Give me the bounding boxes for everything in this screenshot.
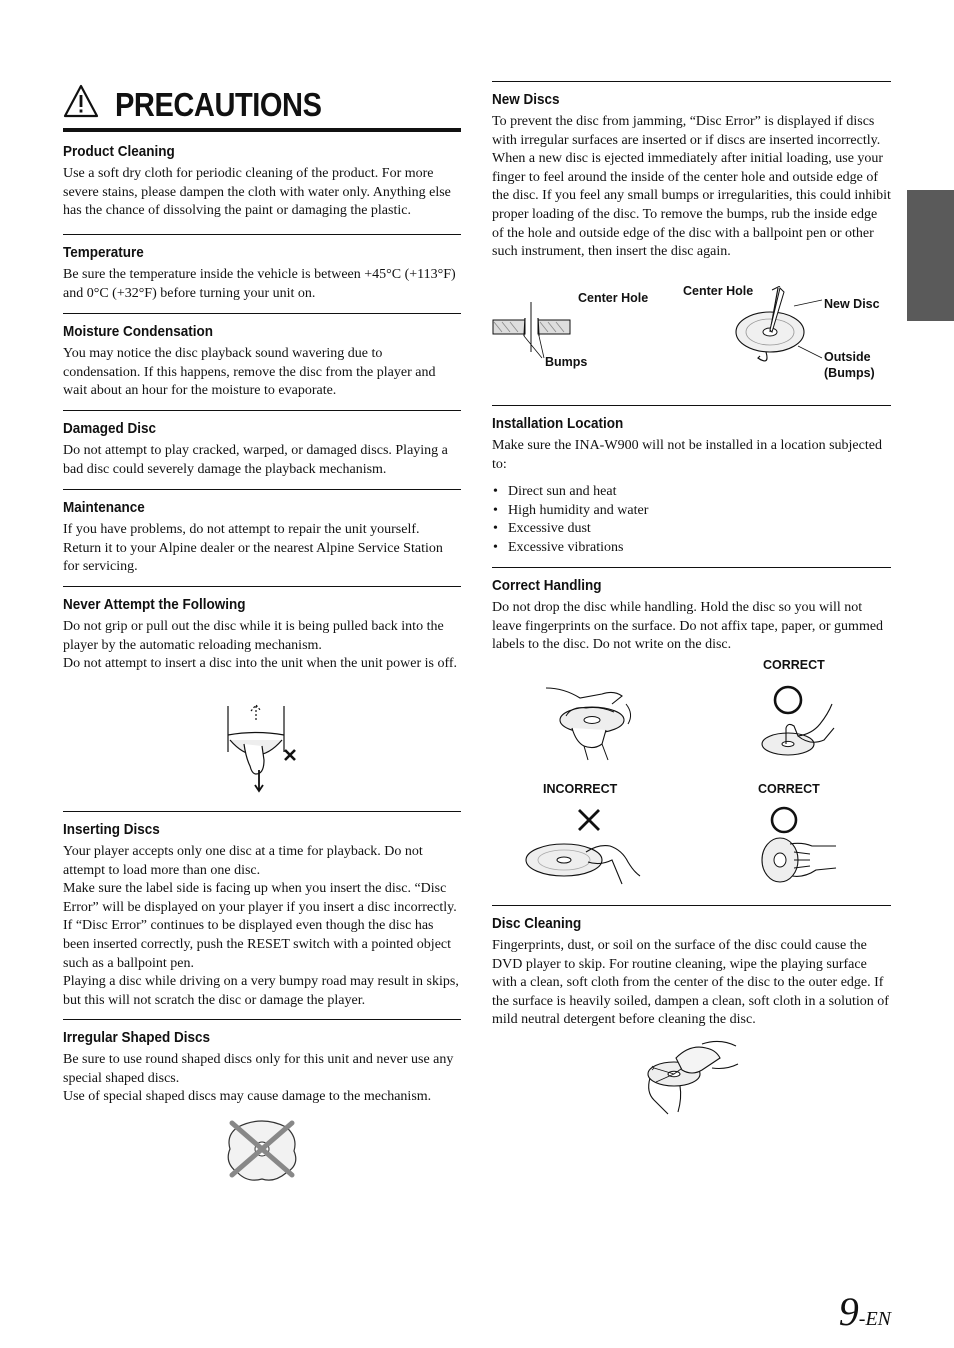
section-heading: New Discs (492, 91, 560, 108)
section-heading: Disc Cleaning (492, 915, 582, 932)
correct-hold-2-illustration (756, 806, 840, 886)
page-number (839, 1288, 891, 1335)
section-body: Do not grip or pull out the disc while it is being pulled back into the player by the automatic reloading mechanism. (63, 619, 444, 653)
new-disc-pen-illustration (732, 286, 824, 374)
label-center-hole: Center Hole (578, 291, 649, 305)
page-number-suffix: -EN (858, 1308, 891, 1330)
section-disc-cleaning (492, 905, 891, 1030)
correct-hold-1-illustration (758, 684, 836, 764)
section-body: You may notice the disc playback sound wavering due to condensation. If this happens, remove the disc from the player and wait about an hour for the moisture to evaporate. (63, 346, 436, 399)
label-bumps: Bumps (545, 355, 588, 369)
section-heading: Temperature (63, 244, 144, 261)
hands-holding-disc-illustration (542, 684, 638, 762)
section-body: Playing a disc while driving on a very bumpy road may result in skips, but this will not scratch the disc or damage the player. (63, 974, 459, 1008)
section-body: Use of special shaped discs may cause damage to the mechanism. (63, 1089, 432, 1105)
section-installation-location (492, 405, 891, 558)
section-body: Be sure the temperature inside the vehicle is between +45°C (+113°F) and 0°C (+32°F) before turning your unit on. (63, 267, 456, 301)
section-body: Be sure to use round shaped discs only for this unit and never use any special shaped discs. (63, 1052, 454, 1086)
section-never-attempt (63, 586, 461, 674)
section-damaged-disc (63, 410, 461, 479)
section-heading: Installation Location (492, 415, 624, 432)
section-heading: Never Attempt the Following (63, 596, 246, 613)
incorrect-hold-illustration (524, 806, 642, 886)
section-correct-handling (492, 567, 891, 655)
section-temperature (63, 234, 461, 303)
section-body: If you have problems, do not attempt to repair the unit yourself. Return it to your Alpine dealer or the nearest Alpine Service Station for servicing. (63, 522, 443, 575)
section-irregular-shaped-discs (63, 1019, 461, 1107)
location-bullet-list (492, 483, 891, 557)
section-body: Make sure the label side is facing up when you insert the disc. “Disc Error” will be displayed on your player if you insert a disc incorrectly. If “Disc Error” continues to be displayed even though the disc has been inserted correctly, push the RESET switch with a pointed object such as a ballpoint pen. (63, 881, 457, 971)
section-heading: Correct Handling (492, 577, 602, 594)
list-item: • High humidity and water (492, 502, 891, 521)
label-correct-1: CORRECT (763, 658, 825, 672)
page-title: PRECAUTIONS (115, 86, 322, 123)
page-title-bar (63, 82, 461, 132)
language-tab (907, 190, 954, 321)
warning-icon (63, 84, 99, 118)
section-heading: Irregular Shaped Discs (63, 1029, 211, 1046)
section-heading: Inserting Discs (63, 821, 160, 838)
section-body: Use a soft dry cloth for periodic cleaning of the product. For more severe stains, please dampen the cloth with water only. Anything else has the chance of dissolving the paint or damaging the plastic. (63, 166, 451, 219)
section-heading: Product Cleaning (63, 143, 175, 160)
section-body: Do not attempt to play cracked, warped, or damaged discs. Playing a bad disc could severely damage the playback mechanism. (63, 443, 448, 477)
section-body: To prevent the disc from jamming, “Disc Error” is displayed if discs with irregular surfaces are inserted or if discs are inserted incorrectly. When a new disc is ejected immediately after initial loading, use your finger to feel around the inside of the center hole and outside edge of the disc. If you feel any small bumps or irregularities, this could inhibit proper loading of the disc. To remove the bumps, rub the inside edge of the hole and outside edge of the disc with a ballpoint pen or other such instrument, then insert the disc again. (492, 114, 891, 260)
section-body: Your player accepts only one disc at a time for playback. Do not attempt to load more than one disc. (63, 844, 423, 878)
irregular-disc-illustration (224, 1117, 300, 1183)
section-body: Make sure the INA-W900 will not be installed in a location subjected to: (492, 438, 882, 472)
section-heading: Damaged Disc (63, 420, 157, 437)
label-incorrect: INCORRECT (543, 782, 618, 796)
list-item: • Excessive vibrations (492, 539, 891, 558)
label-correct-2: CORRECT (758, 782, 820, 796)
section-heading: Moisture Condensation (63, 323, 214, 340)
section-maintenance (63, 489, 461, 577)
label-outside-bumps: (Bumps) (824, 366, 875, 380)
disc-pull-illustration (222, 700, 302, 795)
disc-cleaning-illustration (642, 1034, 740, 1116)
section-body: Do not attempt to insert a disc into the unit when the unit power is off. (63, 656, 458, 672)
list-item: • Excessive dust (492, 520, 891, 539)
section-product-cleaning (63, 134, 461, 221)
section-new-discs (492, 81, 891, 262)
section-inserting-discs (63, 811, 461, 1010)
label-center-hole-2: Center Hole (683, 284, 754, 298)
page-number-value: 9 (838, 1289, 859, 1334)
disc-cross-section-illustration (492, 300, 572, 360)
label-new-disc: New Disc (824, 297, 880, 311)
section-moisture-condensation (63, 313, 461, 401)
section-body: Fingerprints, dust, or soil on the surface of the disc could cause the DVD player to skip. For routine cleaning, wipe the playing surface with a clean, soft cloth from the center of the disc to the outer edge. If the surface is heavily soiled, dampen a clean, soft cloth in a solution of mild neutral detergent before cleaning the disc. (492, 938, 889, 1028)
label-outside: Outside (824, 350, 871, 364)
list-item: • Direct sun and heat (492, 483, 891, 502)
section-heading: Maintenance (63, 499, 145, 516)
section-body: Do not drop the disc while handling. Hold the disc so you will not leave fingerprints on the surface. Do not affix tape, paper, or gummed labels to the disc. Do not write on the disc. (492, 600, 884, 653)
